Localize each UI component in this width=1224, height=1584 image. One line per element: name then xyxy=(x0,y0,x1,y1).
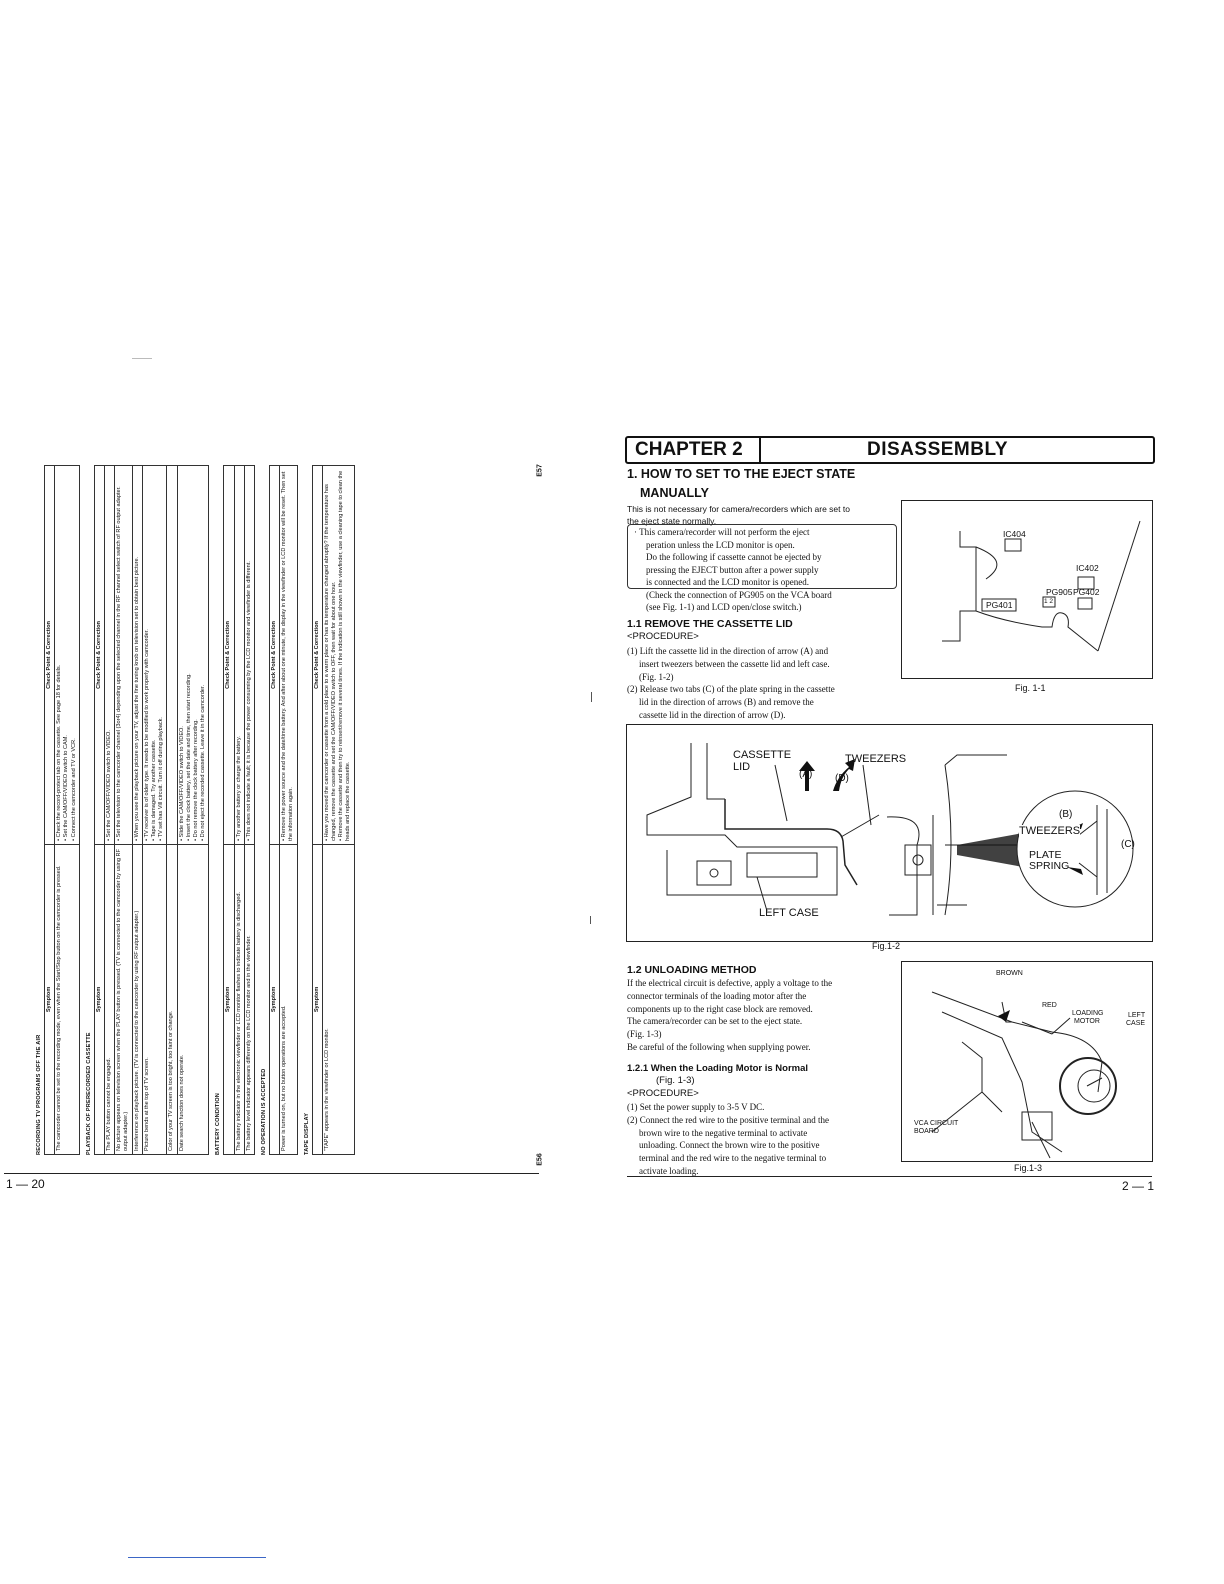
note-box: · This camera/recorder will not perform the eject peration unless the LCD monitor is open. Do the following if cassette cannot be ejected by pressing the EJECT button after a power supply is connected and the LCD monitor is opened. (Check the connection of PG905 on the VCA board (see Fig. 1-1) and LCD open/close switch.) xyxy=(627,524,897,589)
section-title: TAPE DISPLAY xyxy=(303,1112,310,1155)
label-cassette: CASSETTE xyxy=(733,749,792,761)
label-ic404: IC404 xyxy=(1003,529,1026,539)
table-header-row xyxy=(270,466,280,1155)
symptom-cell: The PLAY button cannot be engaged. xyxy=(105,844,115,1154)
symptom-cell: Date search function does not operate. xyxy=(177,844,209,1154)
label-vca-circuit: VCA CIRCUIT xyxy=(914,1120,959,1127)
correction-item: • Remove the power source and the date/time battery. And after about one minute, the display in the viewfinder or LCD monitor will be reset. Then set the information again. xyxy=(281,471,295,841)
section-1-1-title: 1.1 REMOVE THE CASSETTE LID xyxy=(627,618,793,630)
label-pg402: PG402 xyxy=(1073,587,1100,597)
label-case: CASE xyxy=(1126,1020,1146,1027)
table-header-row xyxy=(45,466,55,1155)
figure-1-1 xyxy=(901,500,1153,679)
table-row xyxy=(322,466,354,1155)
label-spring: SPRING xyxy=(1029,860,1070,872)
chapter-label: CHAPTER 2 xyxy=(635,439,743,460)
symptom-cell: Picture bends at the top of TV screen. xyxy=(142,844,167,1154)
right-footer-rule xyxy=(627,1176,1152,1177)
correction-cell xyxy=(132,466,142,845)
label-pg905: PG905 xyxy=(1046,587,1073,597)
section-1-2-1-fig-ref: (Fig. 1-3) xyxy=(656,1075,695,1086)
table-header: Symptom xyxy=(94,844,104,1154)
table-row xyxy=(167,466,177,1155)
symptom-cell: The battery level indicator appears differently on the LCD monitor and in the viewfinder. xyxy=(244,844,254,1154)
correction-item: • Check the record-protect tab on the cassette. See page 18 for details. xyxy=(56,664,63,841)
correction-cell xyxy=(234,466,244,845)
table-row xyxy=(234,466,244,1155)
troubleshooting-table xyxy=(269,465,298,1155)
correction-item: • Set the television to the camcorder channel (3or4) depending upon the selected channel in the RF channel select switch of RF output adapter. xyxy=(116,486,123,841)
table-row xyxy=(280,466,297,1155)
table-header: Check Point & Correction xyxy=(224,466,234,845)
symptom-cell: The battery indicator in the electronic viewfinder or LCD monitor flashes to indicate battery is discharged. xyxy=(234,844,244,1154)
troubleshooting-table xyxy=(223,465,255,1155)
table-header: Check Point & Correction xyxy=(94,466,104,845)
label-ic402: IC402 xyxy=(1076,563,1099,573)
chapter-divider xyxy=(759,438,761,462)
correction-item: • Have you moved the camcorder or cassette from a cold place to a warm place or has its temperature changed abruptly? If the temperature has changed, remove the cassette and set the CAM/OFF/VIDEO switch to OFF, then wait for about one hour. xyxy=(323,484,338,841)
section-title: NO OPERATION IS ACCEPTED xyxy=(261,1068,268,1155)
figure-1-1-drawing xyxy=(902,501,1152,678)
section-title: RECORDING TV PROGRAMS OFF THE AIR xyxy=(36,1034,42,1155)
table-header-row xyxy=(94,466,104,1155)
label-left-case: LEFT CASE xyxy=(759,907,819,919)
page-code-top: E57 xyxy=(536,464,544,477)
page-code-bottom: E56 xyxy=(536,1153,544,1166)
label-brown: BROWN xyxy=(996,970,1023,977)
figure-1-2-caption: Fig.1-2 xyxy=(872,941,901,951)
label-pins: 1 2 xyxy=(1044,598,1054,605)
label-red: RED xyxy=(1042,1002,1057,1009)
table-header: Symptom xyxy=(312,844,322,1154)
correction-cell xyxy=(280,466,297,845)
label-board: BOARD xyxy=(914,1128,939,1135)
section-title: BATTERY CONDITION xyxy=(215,1092,222,1155)
figure-1-3 xyxy=(901,961,1153,1162)
blue-underline-artifact xyxy=(128,1557,266,1558)
section-1-2-1-title: 1.2.1 When the Loading Motor is Normal xyxy=(627,1063,809,1074)
correction-item: • Remove the cassette and then try to reinsert/remove it several times. If the indication is still shown in the viewfinder, use a cleaning tape to clean the heads and replace the cassette. xyxy=(338,470,352,841)
correction-cell xyxy=(244,466,254,845)
label-loading: LOADING xyxy=(1072,1010,1104,1017)
procedure-label-1: <PROCEDURE> xyxy=(627,631,699,642)
table-row xyxy=(105,466,115,1155)
correction-cell xyxy=(115,466,132,845)
section-1-1-steps: (1) Lift the cassette lid in the direction of arrow (A) and insert tweezers between the cassette lid and left case. (Fig. 1-2) (2) Release two tabs (C) of the plate spring in the cassette lid in the direction of arrows (B) and remove the cassette lid in the direction of arrow (D). xyxy=(627,646,835,720)
correction-item: • Insert the clock battery, set the date and time, then start recording. xyxy=(185,673,192,841)
table-header: Check Point & Correction xyxy=(270,466,280,845)
correction-item: • TV set has Vill circuit. Turn it off during playback. xyxy=(158,717,165,841)
correction-item: • TV receiver is of older type. It needs to be modified to work properly with camcorder. xyxy=(143,629,150,841)
scan-artifact xyxy=(132,358,152,359)
table-header: Symptom xyxy=(270,844,280,1154)
label-left: LEFT xyxy=(1128,1012,1146,1019)
right-page-number: 2 — 1 xyxy=(1122,1179,1155,1193)
symptom-cell: Color of your TV screen is too bright, too faint or change. xyxy=(167,844,177,1154)
label-arrow-d: (D) xyxy=(835,773,849,784)
symptom-cell: Power is turned on, but no button operations are accepted. xyxy=(280,844,297,1154)
margin-mark xyxy=(591,692,592,702)
correction-cell xyxy=(177,466,209,845)
table-header: Symptom xyxy=(45,844,55,1154)
table-row xyxy=(244,466,254,1155)
section-1-title: 1. HOW TO SET TO THE EJECT STATE xyxy=(627,467,856,481)
symptom-cell: No picture appears on television screen when the PLAY button is pressed. (TV is connected to the camcorder by using RF output adapter.) xyxy=(115,844,132,1154)
label-motor: MOTOR xyxy=(1074,1018,1100,1025)
correction-item: • Set the CAM/OFF/VIDEO switch to VIDEO. xyxy=(106,730,113,841)
correction-cell xyxy=(55,466,80,845)
correction-item: • Do not remove the clock battery after recording. xyxy=(193,719,200,841)
table-header: Symptom xyxy=(224,844,234,1154)
left-footer-rule xyxy=(4,1173,539,1174)
section-1-2-title: 1.2 UNLOADING METHOD xyxy=(627,964,757,976)
section-title: PLAYBACK OF PRERECORDED CASSETTE xyxy=(85,1032,92,1155)
procedure-label-2: <PROCEDURE> xyxy=(627,1088,699,1099)
table-header: Check Point & Correction xyxy=(45,466,55,845)
table-header: Check Point & Correction xyxy=(312,466,322,845)
figure-1-3-drawing xyxy=(902,962,1152,1161)
figure-1-3-caption: Fig.1-3 xyxy=(1014,1163,1043,1173)
label-arrow-a: (A) xyxy=(799,769,813,780)
troubleshooting-table xyxy=(44,465,80,1155)
label-lid: LID xyxy=(733,761,751,773)
correction-cell xyxy=(142,466,167,845)
correction-item: • Set the CAM/OFF/VIDEO switch to CAM. xyxy=(63,735,70,841)
left-page-number: 1 — 20 xyxy=(6,1177,45,1191)
correction-cell xyxy=(105,466,115,845)
symptom-cell: The camcorder cannot be set to the recording mode, even when the Start/Stop button on the camcorder is pressed. xyxy=(55,844,80,1154)
correction-item: • Do not eject the recorded cassette. Leave it in the camcorder. xyxy=(200,684,207,841)
correction-cell xyxy=(322,466,354,845)
correction-item: • Slide the CAM/OFF/VIDEO switch to VIDEO. xyxy=(178,726,185,841)
correction-item: • This does not indicate a fault; it is because the power consuming by the LCD monitor and viewfinder is different. xyxy=(245,561,252,841)
label-plate: PLATE xyxy=(1029,849,1062,861)
section-1-intro: This is not necessary for camera/recorders which are set to the eject state normally. xyxy=(627,504,850,526)
margin-mark xyxy=(590,916,591,924)
section-1-2-1-steps: (1) Set the power supply to 3-5 V DC. (2) Connect the red wire to the positive terminal and the brown wire to the negative terminal to activate unloading. Connect the brown wire to the positive terminal and the red wire to the negative terminal to activate loading. xyxy=(627,1102,829,1176)
table-row xyxy=(115,466,132,1155)
label-arrow-b: (B) xyxy=(1059,809,1073,820)
symptom-cell: "TAPE" appears in the viewfinder or LCD monitor. xyxy=(322,844,354,1154)
chapter-title: DISASSEMBLY xyxy=(867,439,1008,460)
figure-1-1-caption: Fig. 1-1 xyxy=(1015,683,1046,693)
table-header-row xyxy=(224,466,234,1155)
left-page-rotated xyxy=(30,465,535,1155)
label-tweezers-detail: TWEEZERS xyxy=(1019,825,1081,837)
table-row xyxy=(55,466,80,1155)
correction-cell xyxy=(167,466,177,845)
label-pg401: PG401 xyxy=(986,600,1013,610)
chapter-header xyxy=(625,436,1155,464)
symptom-cell: Interference on playback picture. (TV is connected to the camcorder by using RF output adapter.) xyxy=(132,844,142,1154)
correction-item: • When you see the playback picture on your TV, adjust the fine tuning knob on television set to obtain best picture. xyxy=(133,556,140,841)
troubleshooting-table xyxy=(312,465,355,1155)
troubleshooting-table xyxy=(94,465,210,1155)
figure-1-2 xyxy=(626,724,1153,942)
table-row xyxy=(177,466,209,1155)
table-row xyxy=(142,466,167,1155)
label-tweezers: TWEEZERS xyxy=(845,753,907,765)
table-row xyxy=(132,466,142,1155)
label-tabs-c: (C) xyxy=(1121,839,1135,850)
correction-item: • Try another battery or charge the battery. xyxy=(235,736,242,841)
section-1-title-line2: MANUALLY xyxy=(640,486,709,500)
correction-item: • Tape is damaged. Try another cassette. xyxy=(151,739,158,841)
section-1-2-body: If the electrical circuit is defective, apply a voltage to the connector terminals of the loading motor after the components up to the right case block are removed. The camera/recorder can be set to the eject state. (Fig. 1-3) Be careful of the following when supplying power. xyxy=(627,978,833,1052)
table-header-row xyxy=(312,466,322,1155)
correction-item: • Connect the camcorder and TV or VCR. xyxy=(70,738,77,841)
